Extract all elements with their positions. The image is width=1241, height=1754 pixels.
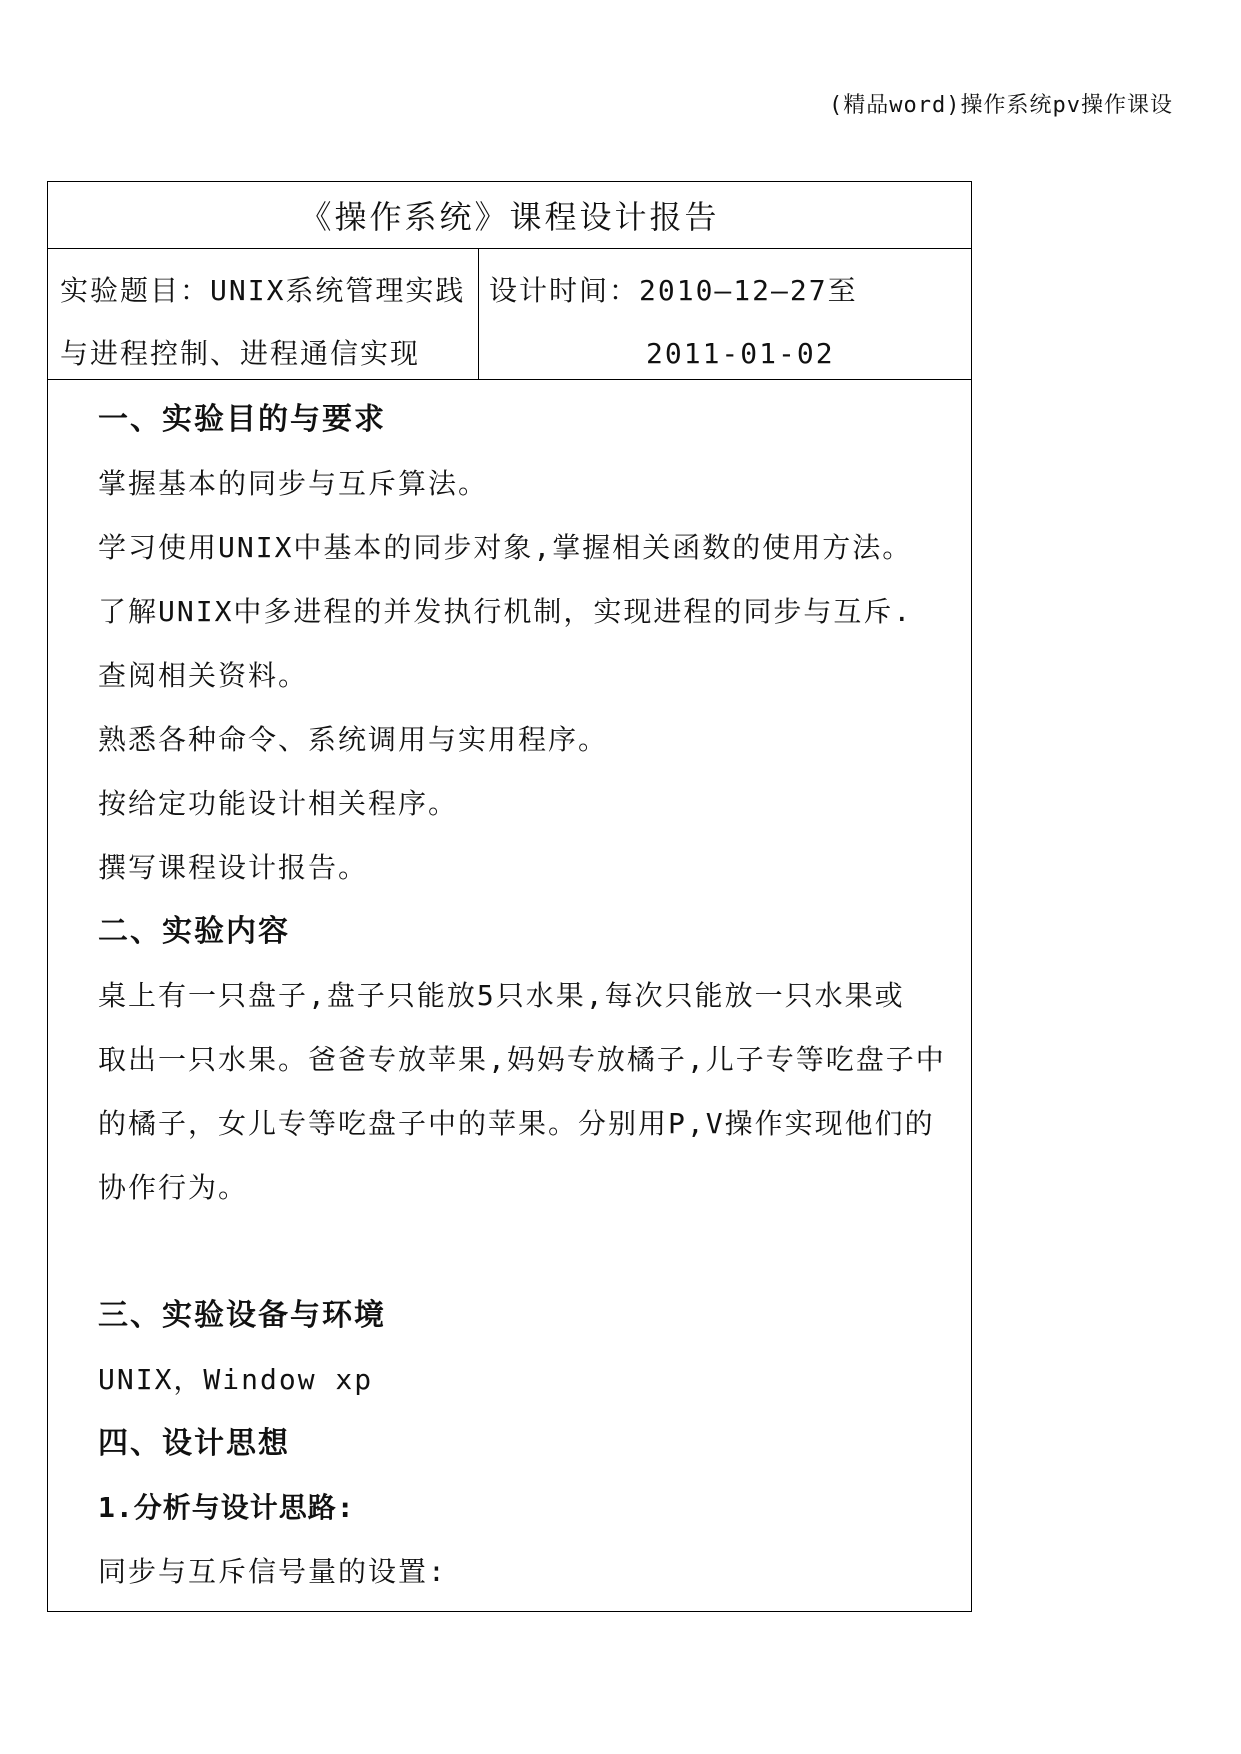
section-1-item: 了解UNIX中多进程的并发执行机制，实现进程的同步与互斥. — [98, 595, 913, 628]
report-title: 《操作系统》课程设计报告 — [48, 182, 971, 249]
section-2-line: 的橘子，女儿专等吃盘子中的苹果。分别用P,V操作实现他们的 — [98, 1107, 935, 1140]
section-3-text: UNIX，Window xp — [98, 1363, 374, 1396]
blank-line — [98, 1220, 959, 1284]
section-1-item: 学习使用UNIX中基本的同步对象,掌握相关函数的使用方法。 — [98, 531, 913, 564]
section-1-item: 掌握基本的同步与互斥算法。 — [98, 467, 489, 500]
section-1-heading: 一、实验目的与要求 — [98, 402, 386, 437]
section-2-line: 取出一只水果。爸爸专放苹果,妈妈专放橘子,儿子专等吃盘子中 — [98, 1043, 946, 1076]
section-3-heading: 三、实验设备与环境 — [98, 1298, 386, 1333]
design-time-line-1: 设计时间：2010—12—27至 — [489, 274, 858, 307]
section-1-item: 按给定功能设计相关程序。 — [98, 787, 459, 820]
section-1-item: 查阅相关资料。 — [98, 659, 309, 692]
section-2-line: 协作行为。 — [98, 1171, 249, 1204]
section-2-line: 桌上有一只盘子,盘子只能放5只水果,每次只能放一只水果或 — [98, 979, 905, 1012]
report-table — [47, 181, 972, 1612]
info-row — [48, 249, 971, 380]
design-time-cell — [479, 249, 971, 379]
section-4-subheading: 1.分析与设计思路: — [98, 1491, 355, 1524]
topic-line-1: 实验题目：UNIX系统管理实践 — [60, 274, 466, 307]
section-1-item: 熟悉各种命令、系统调用与实用程序。 — [98, 723, 609, 756]
section-4-text: 同步与互斥信号量的设置: — [98, 1555, 447, 1588]
topic-cell — [48, 249, 479, 379]
section-2-heading: 二、实验内容 — [98, 914, 290, 949]
section-4-heading: 四、设计思想 — [98, 1426, 290, 1461]
design-time-line-2: 2011-01-02 — [646, 337, 835, 370]
running-header: (精品word)操作系统pv操作课设 — [829, 93, 1173, 118]
topic-line-2: 与进程控制、进程通信实现 — [60, 337, 421, 370]
section-1-item: 撰写课程设计报告。 — [98, 851, 369, 884]
report-body — [48, 380, 971, 1604]
